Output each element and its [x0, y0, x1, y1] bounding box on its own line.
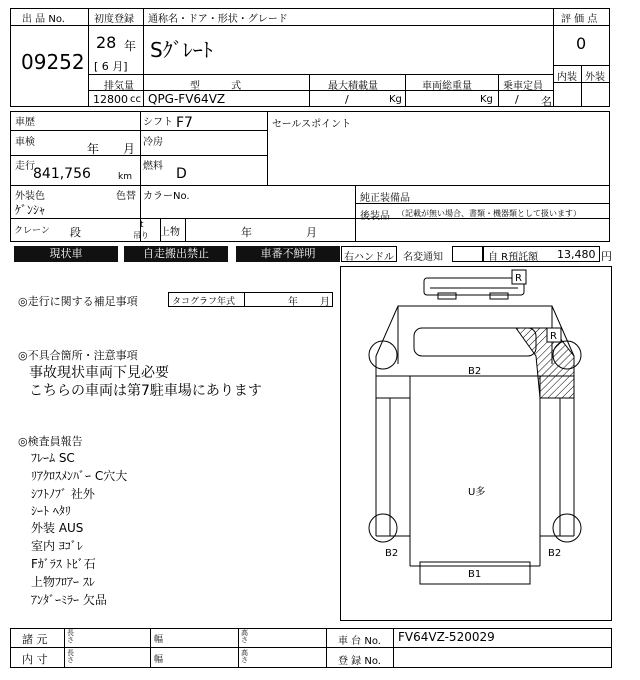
lot-number: 09252: [21, 50, 85, 74]
report-line: ｼｰﾄ ﾍﾀﾘ: [31, 504, 71, 518]
report-line: ｱﾝﾀﾞｰﾐﾗｰ 欠品: [31, 593, 107, 607]
width-label: 幅: [154, 655, 164, 665]
crane-stage: 段: [70, 226, 81, 239]
capacity-unit: 名: [541, 95, 552, 108]
rule: [143, 8, 144, 107]
rule: [88, 74, 553, 75]
ext-color-label: 外装色: [15, 191, 45, 202]
report-line: ﾌﾚｰﾑ SC: [31, 451, 75, 465]
mileage-unit: km: [118, 172, 132, 182]
body-month: 月: [306, 226, 317, 239]
length-label: 長さ: [67, 649, 74, 664]
rule: [185, 218, 186, 242]
score-value: 0: [576, 34, 587, 53]
inner-label: 内 寸: [22, 653, 48, 666]
displacement-label: 排気量: [104, 81, 134, 92]
report-line: ﾘｱｸﾛｽﾒﾝﾊﾞｰ C穴大: [31, 469, 128, 483]
defect-line: こちらの車両は第7駐車場にあります: [29, 383, 262, 399]
mark-b1: B1: [468, 569, 482, 580]
model-value: QPG-FV64VZ: [148, 92, 226, 106]
shift-label: シフト: [143, 117, 173, 128]
inspection-label: 車検: [15, 137, 35, 148]
rule: [88, 90, 553, 91]
mark-r-cab: R: [550, 331, 557, 342]
year-unit: 年: [124, 39, 137, 53]
shift-value: F7: [176, 115, 193, 131]
first-reg-month: [ 6 月]: [94, 60, 128, 73]
first-reg-year: 28: [96, 33, 117, 52]
report-line: ｼﾌﾄﾉﾌﾞ 社外: [31, 487, 95, 501]
report-line: 室内 ﾖｺﾞﾚ: [31, 539, 83, 553]
first-reg-label: 初度登録: [94, 14, 134, 25]
rule: [553, 8, 554, 107]
score-label: 評 価 点: [561, 14, 598, 25]
mark-b2-rear-left: B2: [385, 548, 399, 559]
max-load-label: 最大積載量: [328, 81, 378, 92]
footer-frame: [10, 628, 612, 668]
mileage-label: 走行: [15, 161, 35, 172]
report-line: Fｶﾞﾗｽ ﾄﾋﾞ石: [31, 557, 96, 571]
status-badge-as-is: 現状車: [14, 246, 118, 262]
crane-t-sub: 吊り: [133, 231, 149, 240]
report-line: 上物ﾌﾛｱｰ ｽﾚ: [31, 575, 95, 589]
gross-weight-unit: Kg: [480, 94, 493, 105]
chassis-number: FV64VZ-520029: [398, 630, 495, 644]
roof-outline: [424, 278, 524, 295]
rule: [150, 628, 151, 668]
report-title: ◎検査員報告: [18, 435, 83, 448]
dims-label: 諸 元: [22, 633, 48, 646]
capacity-label: 乗車定員: [503, 81, 543, 92]
color-no-label: カラーNo.: [143, 191, 190, 202]
rule: [309, 74, 310, 107]
fuel-label: 燃料: [143, 161, 163, 172]
supp-title: ◎走行に関する補足事項: [18, 295, 138, 308]
name-change-box: [452, 246, 483, 262]
model-label: 型 式: [190, 81, 256, 92]
wheel-rear-left: [369, 514, 397, 542]
aftermarket-label: 後装品: [360, 211, 390, 222]
displacement-value: 12800: [93, 93, 128, 106]
reg-label: 登 録 No.: [338, 656, 381, 667]
body-year: 年: [241, 226, 252, 239]
crane-t: t: [140, 220, 144, 230]
rule: [10, 185, 610, 186]
sales-point-label: セールスポイント: [272, 119, 352, 130]
name-change-label: 名変通知: [403, 252, 443, 263]
rule: [405, 74, 406, 107]
tacho-month: 月: [320, 297, 330, 308]
height-label: 高さ: [241, 629, 248, 644]
crane-label: クレーン: [14, 226, 50, 236]
history-label: 車歴: [15, 117, 35, 128]
rhd-label: 右ハンドル: [344, 252, 394, 263]
rule: [553, 25, 610, 26]
status-badge-plate-unclear: 車番不鮮明: [236, 246, 340, 262]
inspection-year: 年: [87, 142, 100, 156]
rule: [393, 628, 394, 668]
car-name: Sｸﾞﾚｰﾄ: [150, 38, 213, 62]
mileage-value: 841,756: [33, 166, 91, 182]
rule: [10, 130, 267, 131]
report-line: 外装 AUS: [31, 521, 84, 535]
rule: [88, 25, 553, 26]
max-load-unit: Kg: [389, 94, 402, 105]
windshield: [414, 328, 536, 356]
rule: [498, 74, 499, 107]
roof-marker: [438, 293, 456, 299]
rule: [581, 65, 582, 107]
diagram-frame: [341, 267, 612, 621]
damage-hatch: [516, 328, 574, 398]
ac-label: 冷房: [143, 137, 163, 148]
roof-marker: [490, 293, 508, 299]
interior-label: 内装: [557, 72, 577, 83]
rule: [238, 628, 239, 668]
rule: [10, 647, 612, 648]
body-label: 上物: [160, 227, 180, 238]
height-label: 高さ: [241, 649, 248, 664]
chassis-label: 車 台 No.: [338, 636, 381, 647]
rule: [355, 185, 356, 242]
rule: [64, 628, 65, 668]
ext-color-value: ｹﾞﾝｼｬ: [15, 203, 46, 217]
exterior-label: 外装: [585, 72, 605, 83]
length-label: 長さ: [67, 629, 74, 644]
defect-line: 事故現状車両下見必要: [29, 365, 169, 381]
rule: [10, 25, 88, 26]
rule: [88, 8, 89, 107]
genuine-label: 純正装備品: [360, 193, 410, 204]
yen-unit: 円: [601, 250, 612, 263]
inspection-month: 月: [123, 142, 136, 156]
mark-b2-rear-right: B2: [548, 548, 562, 559]
truck-damage-diagram: [340, 266, 612, 621]
rule: [267, 111, 268, 185]
rule: [10, 155, 267, 156]
max-load-value: /: [345, 93, 349, 106]
displacement-unit: cc: [130, 94, 141, 105]
lot-label: 出 品 No.: [22, 14, 65, 25]
wheel-front-left: [369, 341, 397, 369]
mark-u: U多: [468, 487, 486, 498]
recycle-label: 自 R預託額: [488, 252, 539, 263]
mark-r-top: R: [515, 273, 522, 284]
tacho-year: 年: [288, 297, 298, 308]
fuel-value: D: [176, 166, 187, 182]
recycle-fee: 13,480: [557, 248, 596, 261]
wheel-rear-right: [553, 514, 581, 542]
capacity-value: /: [515, 93, 519, 106]
name-label: 通称名・ドア・形状・グレード: [148, 14, 288, 25]
rule: [326, 628, 327, 668]
width-label: 幅: [154, 635, 164, 645]
aftermarket-note: （記載が無い場合、書類・機器類として扱います）: [397, 209, 581, 218]
status-badge-no-self-drive: 自走搬出禁止: [124, 246, 228, 262]
defect-title: ◎不具合箇所・注意事項: [18, 349, 138, 362]
tacho-label: タコグラフ年式: [172, 297, 236, 307]
gross-weight-label: 車両総重量: [422, 81, 472, 92]
color-change-label: 色替: [116, 191, 136, 202]
mark-b2-front: B2: [468, 366, 482, 377]
rule: [244, 292, 245, 307]
